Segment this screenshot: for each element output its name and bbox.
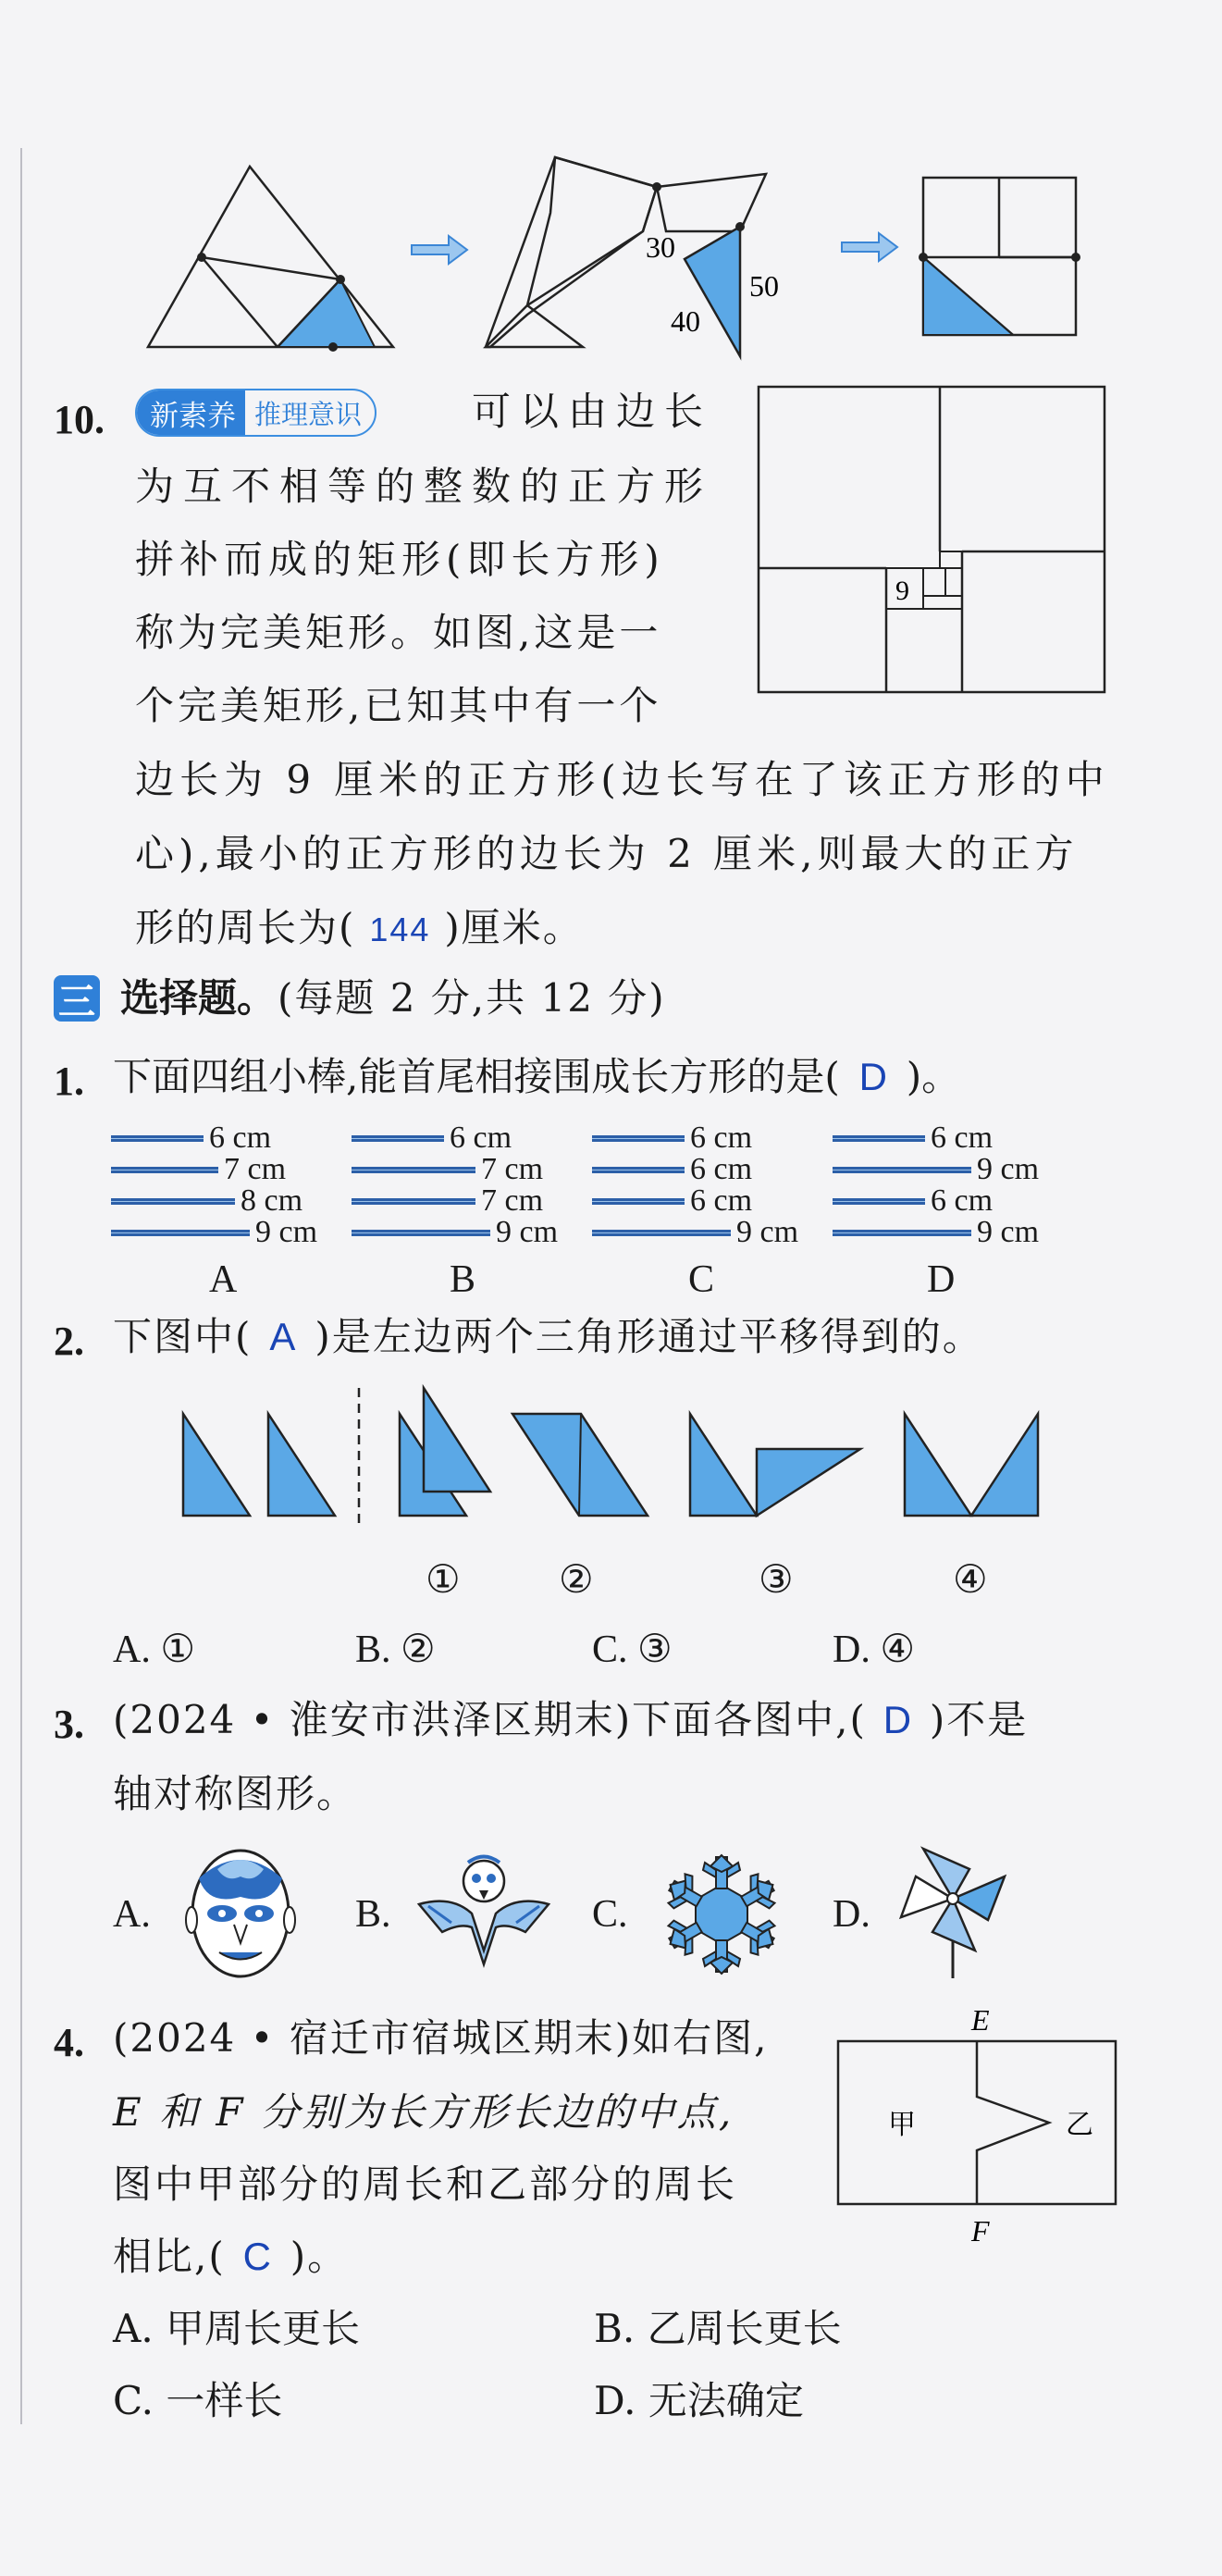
stick-length: 6 cm xyxy=(690,1152,753,1186)
fig-number-2: ② xyxy=(559,1556,594,1602)
q2-option-c[interactable]: C. ③ xyxy=(592,1629,673,1671)
svg-text:40: 40 xyxy=(671,304,700,338)
p10-line-6: 边长为 9 厘米的正方形(边长写在了该正方形的中 xyxy=(135,757,1110,802)
stick-length: 9 cm xyxy=(977,1215,1040,1249)
section-icon: 三 xyxy=(54,975,100,1022)
stick-length: 9 cm xyxy=(977,1152,1040,1186)
label-jia: 甲 xyxy=(888,2109,916,2141)
p10-last-prefix: 形的周长为( xyxy=(135,905,356,950)
stick-length: 6 cm xyxy=(931,1121,994,1155)
p10-line-2: 为互不相等的整数的正方形 xyxy=(135,464,713,509)
q3-text-prefix: (2024 • 淮安市洪泽区期末)下面各图中,( xyxy=(113,1697,867,1742)
label-f: F xyxy=(971,2214,990,2248)
q2-triangles-figure xyxy=(176,1388,1064,1527)
q4-line4 xyxy=(113,2234,349,2279)
q2-option-b[interactable]: B. ② xyxy=(355,1629,436,1671)
q4-option-c[interactable]: C. 一样长 xyxy=(113,2378,283,2423)
svg-text:50: 50 xyxy=(749,269,779,303)
q4-option-b[interactable]: B. 乙周长更长 xyxy=(594,2306,842,2351)
perfect-rectangle-figure xyxy=(757,385,1108,694)
q1-answer: D xyxy=(858,1055,887,1098)
page-margin-line xyxy=(20,148,22,2424)
q1-number: 1. xyxy=(54,1059,84,1104)
q3-option-c[interactable]: C. xyxy=(592,1893,628,1936)
stick-group-c xyxy=(592,1122,798,1248)
q4-option-d[interactable]: D. 无法确定 xyxy=(594,2378,804,2423)
q3-answer: D xyxy=(883,1698,914,1741)
label-yi: 乙 xyxy=(1066,2109,1093,2141)
stick-length: 7 cm xyxy=(481,1152,544,1186)
group-letter-c: C xyxy=(688,1258,715,1301)
stick-length: 9 cm xyxy=(255,1215,318,1249)
group-letter-b: B xyxy=(450,1258,476,1301)
q1-text-prefix: 下面四组小棒,能首尾相接围成长方形的是( xyxy=(113,1054,840,1099)
stick-length: 9 cm xyxy=(736,1215,799,1249)
p10-line-3: 拼补而成的矩形(即长方形) xyxy=(135,537,665,582)
q4-rectangle-figure xyxy=(833,1999,1129,2258)
q4-line1: (2024 • 宿迁市宿城区期末)如右图, xyxy=(113,2015,769,2061)
stick-length: 6 cm xyxy=(209,1121,272,1155)
badge-sub-label: 推理意识 xyxy=(254,398,363,430)
q4-line4-prefix: 相比,( xyxy=(113,2234,226,2279)
svg-text:30: 30 xyxy=(646,230,675,264)
p10-line-7: 心),最小的正方形的边长为 2 厘米,则最大的正方 xyxy=(135,831,1079,876)
q4-answer: C xyxy=(242,2235,273,2278)
q2-option-a[interactable]: A. ① xyxy=(113,1629,195,1671)
section-title: 选择题。 xyxy=(120,975,277,1021)
q4-line2: E 和 F 分别为长方形长边的中点, xyxy=(113,2089,734,2135)
stick-group-d xyxy=(833,1122,1039,1248)
q2-text-suffix: )是左边两个三角形通过平移得到的。 xyxy=(315,1314,983,1359)
stick-length: 6 cm xyxy=(690,1183,753,1218)
q3-line2: 轴对称图形。 xyxy=(113,1771,358,1816)
stick-length: 8 cm xyxy=(241,1183,303,1218)
p10-line-1: 可以由边长 xyxy=(472,389,713,434)
square-9-label: 9 xyxy=(895,576,909,606)
fig-number-3: ③ xyxy=(759,1556,794,1602)
stick-group-b xyxy=(352,1122,558,1248)
q4-option-a[interactable]: A. 甲周长更长 xyxy=(113,2306,361,2351)
stick-length: 7 cm xyxy=(481,1183,544,1218)
stick-length: 7 cm xyxy=(224,1152,287,1186)
q4-line4-suffix: )。 xyxy=(290,2234,349,2279)
stick-length: 6 cm xyxy=(931,1183,994,1218)
group-letter-a: A xyxy=(209,1258,238,1301)
q4-line3: 图中甲部分的周长和乙部分的周长 xyxy=(113,2161,738,2207)
q2-answer: A xyxy=(269,1315,298,1358)
top-transform-figure xyxy=(139,157,1110,370)
q1-text-suffix: )。 xyxy=(906,1054,961,1099)
fig-number-1: ① xyxy=(426,1556,461,1602)
stick-group-a xyxy=(111,1122,317,1248)
q3-option-b[interactable]: B. xyxy=(355,1893,391,1936)
p10-line-5: 个完美矩形,已知其中有一个 xyxy=(135,683,662,728)
opera-mask-icon xyxy=(180,1841,301,1980)
pinwheel-icon xyxy=(895,1841,1016,1980)
q3-option-a[interactable]: A. xyxy=(113,1893,151,1936)
snowflake-icon xyxy=(657,1855,786,1974)
q4-number: 4. xyxy=(54,2020,84,2065)
fig-number-4: ④ xyxy=(953,1556,988,1602)
p10-last-line xyxy=(135,905,584,950)
q3-text-suffix: )不是 xyxy=(929,1697,1029,1742)
stick-length: 6 cm xyxy=(450,1121,512,1155)
stick-length: 6 cm xyxy=(690,1121,753,1155)
literacy-badge xyxy=(135,389,376,437)
stick-length: 9 cm xyxy=(496,1215,559,1249)
p10-answer: 144 xyxy=(369,910,431,948)
q2-text xyxy=(113,1314,983,1359)
q2-text-prefix: 下图中( xyxy=(113,1314,253,1359)
kite-icon xyxy=(414,1849,553,1969)
label-e: E xyxy=(971,2003,990,2037)
q3-number: 3. xyxy=(54,1702,84,1747)
q3-option-d[interactable]: D. xyxy=(833,1893,870,1936)
q3-text xyxy=(113,1697,1029,1742)
p10-last-suffix: )厘米。 xyxy=(444,905,584,950)
group-letter-d: D xyxy=(927,1258,956,1301)
q2-number: 2. xyxy=(54,1319,84,1364)
q1-text xyxy=(113,1054,961,1099)
section-note: (每题 2 分,共 12 分) xyxy=(278,975,666,1021)
problem-10-number: 10. xyxy=(54,397,105,442)
p10-line-4: 称为完美矩形。如图,这是一 xyxy=(135,610,662,655)
q2-option-d[interactable]: D. ④ xyxy=(833,1629,915,1671)
badge-main-label: 新素养 xyxy=(137,390,245,435)
